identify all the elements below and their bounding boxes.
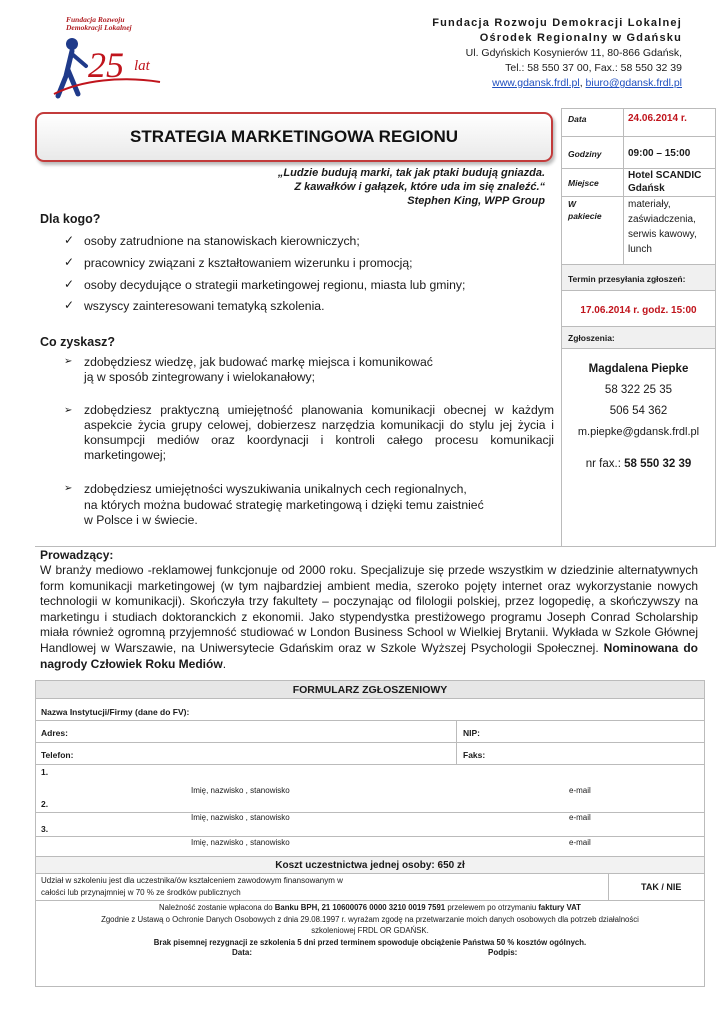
package-item: serwis kawowy, (628, 229, 697, 240)
consent-line-2: szkoleniowej FRDL OR GDAŃSK. (311, 926, 429, 935)
for-whom-item: wszyscy zainteresowani tematyką szkolenia. (84, 299, 325, 313)
participant-row-1[interactable] (35, 765, 705, 813)
info-row-place (562, 169, 715, 197)
terms-block (35, 901, 705, 987)
gain-item-2: zdobędziesz praktyczną umiejętność planowania komunikacji obecnej w każdym aspekcie życia grupy celowej, dobierzesz narzędzia komunikacji do stylu jej życia i konsumpcji mediów oraz koordynacji i kontroli całego procesu komunikacji marketingowej; (84, 403, 554, 462)
payment-mid: przelewem po otrzymaniu (445, 903, 539, 912)
check-icon: ✓ (64, 298, 75, 312)
cancellation-text: Brak pisemnej rezygnacji ze szkolenia 5 dni przed terminem spowoduje obciążenie Państwa 50 % kosztów ogólnych. (153, 938, 587, 947)
links-separator: , (579, 77, 586, 89)
package-label-2: pakiecie (568, 211, 602, 221)
participant-email-hint: e-mail (569, 838, 591, 847)
participant-row-2[interactable] (35, 813, 705, 837)
phone-label: Telefon: (41, 750, 74, 760)
org-name: Fundacja Rozwoju Demokracji Lokalnej (432, 17, 682, 29)
deadline-label: Termin przesyłania zgłoszeń: (568, 274, 686, 284)
info-row-date (562, 109, 715, 137)
arrow-bullet-icon: ➢ (64, 483, 73, 494)
nip-field[interactable] (457, 721, 705, 742)
participant-email-hint: e-mail (569, 786, 591, 795)
info-row-package (562, 197, 715, 265)
package-item: zaświadczenia, (628, 214, 696, 225)
package-item: materiały, (628, 199, 671, 210)
gains-heading: Co zyskasz? (40, 335, 116, 349)
payment-info (36, 903, 704, 912)
contact-label: Zgłoszenia: (568, 333, 615, 343)
org-header (432, 16, 682, 91)
signature-field[interactable] (481, 959, 681, 983)
gain-item-1-line-2: ją w sposób zintegrowany i wielokanałowy; (84, 370, 316, 384)
org-links (432, 76, 682, 91)
check-icon: ✓ (64, 255, 75, 269)
logo-years: 25 (88, 45, 124, 85)
institution-label: Nazwa Instytucji/Firmy (dane do FV): (41, 707, 190, 717)
logo-org-name: Fundacja Rozwoju Demokracji Lokalnej (66, 15, 132, 32)
cost-text: Koszt uczestnictwa jednej osoby: 650 zł (275, 859, 465, 871)
phone-field[interactable] (36, 743, 456, 764)
deadline-value: 17.06.2014 r. godz. 15:00 (580, 305, 697, 316)
info-row-hours (562, 137, 715, 169)
page-title: STRATEGIA MARKETINGOWA REGIONU (129, 127, 459, 146)
info-row-contact-label (562, 327, 715, 349)
participant-number: 1. (41, 767, 49, 777)
quote-author: Stephen King, WPP Group (407, 195, 545, 207)
trainer-bio (40, 563, 698, 672)
consent-text (36, 914, 704, 936)
institution-field[interactable] (35, 699, 705, 721)
hours-label: Godziny (568, 149, 602, 159)
participant-row-3[interactable] (35, 837, 705, 857)
date-signature-label: Data: (232, 948, 253, 957)
consent-line-1: Zgodnie z Ustawą o Ochronie Danych Osobowych z dnia 29.08.1997 r. wyrażam zgodę na przetwarzanie moich danych osobowych dla potrzeb działalności (101, 915, 639, 924)
for-whom-item: pracownicy związani z kształtowaniem wizerunku i promocją; (84, 256, 413, 270)
funding-row (35, 874, 705, 901)
event-info-table (561, 108, 716, 547)
gain-item-3-line-3: w Polsce i w świecie. (84, 513, 198, 527)
form-title: FORMULARZ ZGŁOSZENIOWY (292, 683, 448, 696)
fax-label: nr fax.: (585, 458, 625, 470)
trainer-bio-text: W branży mediowo -reklamowej funkcjonuje od 2000 roku. Specjalizuje się przede wszystkim w dziedzinie alternatywnych form komunikacji marketingowej (w tym najbardziej ambient media, szeroko pojęty internet oraz wykorzystanie nowych technologii w komunikacji). Skończyła trzy fakultety – poczynając od filologii polskiej, przez logopedię, a skończywszy na marketingu i studiach doktoranckich z ekonomii. Jako stypendystka prestiżowego programu Joseph Conrad Scholarship miała również ogromną przyjemność studiować w London Business School w Wielkiej Brytanii. Wykłada w Szkole Głównej Handlowej w Warszawie, na Uniwersytecie Gdańskim oraz w Szkole Wyższej Psychologii Społecznej. (40, 563, 698, 655)
place-value-2: Gdańsk (628, 183, 665, 194)
email-link[interactable]: biuro@gdansk.frdl.pl (585, 77, 682, 89)
title-box (35, 112, 553, 162)
trainer-bio-period: . (222, 656, 227, 671)
participant-name-hint: Imię, nazwisko , stanowisko (191, 786, 290, 795)
gain-item-3-line-2: na których można budować strategię marketingową i dzięki temu zaistnieć (84, 498, 484, 512)
website-link[interactable]: www.gdansk.frdl.pl (492, 77, 580, 89)
address-row (35, 721, 705, 743)
contact-phone-2: 506 54 362 (609, 405, 668, 417)
gain-item-3-line-1: zdobędziesz umiejętności wyszukiwania unikalnych cech regionalnych, (84, 482, 467, 496)
contact-email: m.piepke@gdansk.frdl.pl (577, 426, 700, 438)
package-item: lunch (628, 244, 652, 255)
gain-item-1-line-1: zdobędziesz wiedzę, jak budować markę miejsca i komunikować (84, 355, 433, 369)
fax-field-label: Faks: (463, 750, 486, 760)
info-row-deadline-label (562, 265, 715, 291)
check-icon: ✓ (64, 233, 75, 247)
participant-number: 2. (41, 799, 49, 809)
payment-invoice: faktury VAT (538, 903, 581, 912)
payment-pre: Należność zostanie wpłacona do (159, 903, 275, 912)
place-label: Miejsce (568, 178, 599, 188)
cost-row (35, 857, 705, 874)
address-field[interactable] (36, 721, 456, 742)
date-value: 24.06.2014 r. (628, 113, 687, 124)
fax-value: 58 550 32 39 (624, 458, 692, 470)
org-branch: Ośrodek Regionalny w Gdańsku (479, 32, 682, 44)
phone-row (35, 743, 705, 765)
logo-lat: lat (134, 58, 150, 74)
fax-field[interactable] (457, 743, 705, 764)
date-label: Data (568, 114, 587, 124)
contact-fax (562, 454, 715, 475)
funding-yes-no[interactable]: TAK / NIE (641, 882, 682, 892)
date-field[interactable] (226, 959, 426, 983)
package-label-1: W (568, 199, 577, 209)
contact-block (562, 359, 715, 475)
participant-name-hint: Imię, nazwisko , stanowisko (191, 838, 290, 847)
frdl-25-logo (52, 14, 164, 104)
contact-name: Magdalena Piepke (588, 363, 689, 375)
for-whom-item: osoby zatrudnione na stanowiskach kierowniczych; (84, 234, 360, 248)
funding-line-1: Udział w szkoleniu jest dla uczestnika/ów kształceniem zawodowym finansowanym w (41, 876, 343, 885)
check-icon: ✓ (64, 277, 75, 291)
quote (278, 166, 545, 208)
org-phone: Tel.: 58 550 37 00, Fax.: 58 550 32 39 (505, 62, 682, 74)
quote-line-1: „Ludzie budują marki, tak jak ptaki budują gniazda. (277, 167, 545, 179)
trainer-nomination: Nominowana do nagrody Człowiek Roku Mediów (40, 640, 698, 671)
funding-line-2: całości lub przynajmniej w 70 % ze środków publicznych (41, 888, 241, 897)
address-label: Adres: (41, 728, 68, 738)
for-whom-heading: Dla kogo? (40, 212, 101, 226)
signature-label: Podpis: (488, 948, 518, 957)
participant-number: 3. (41, 824, 49, 834)
participant-email-hint: e-mail (569, 813, 591, 822)
org-address: Ul. Gdyńskich Kosynierów 11, 80-866 Gdańsk, (465, 47, 682, 59)
place-value-1: Hotel SCANDIC (628, 170, 702, 181)
form-title-bar (35, 680, 705, 699)
trainer-heading: Prowadzący: (40, 548, 114, 562)
quote-line-2: Z kawałków i gałązek, które uda im się znaleźć.“ (294, 181, 545, 193)
participant-name-hint: Imię, nazwisko , stanowisko (191, 813, 290, 822)
hours-value: 09:00 – 15:00 (628, 148, 691, 159)
arrow-bullet-icon: ➢ (64, 405, 73, 416)
info-row-deadline-value (562, 291, 715, 327)
nip-label: NIP: (463, 728, 480, 738)
payment-bank: Banku BPH, 21 10600076 0000 3210 0019 7591 (274, 903, 446, 912)
for-whom-item: osoby decydujące o strategii marketingowej regionu, miasta lub gminy; (84, 278, 466, 292)
section-divider (35, 546, 716, 547)
contact-phone-1: 58 322 25 35 (604, 384, 673, 396)
arrow-bullet-icon: ➢ (64, 356, 73, 367)
